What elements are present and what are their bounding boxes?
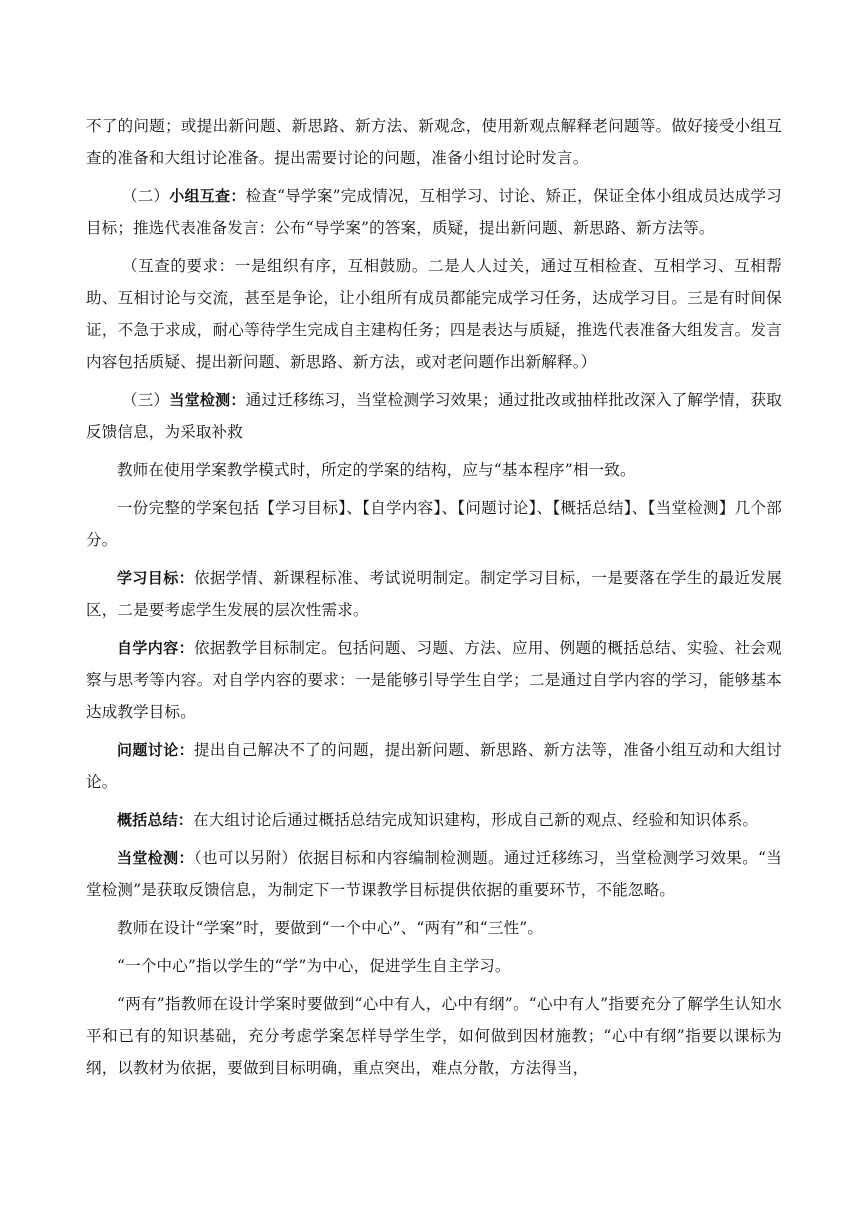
paragraph-learning-goals [86, 562, 782, 626]
term-heading: 概括总结： [117, 811, 194, 829]
paragraph-text: 提出自己解决不了的问题，提出新问题、新思路、新方法等，准备小组互动和大组讨论。 [86, 741, 782, 791]
paragraph-text: 检查“导学案”完成情况，互相学习、讨论、矫正，保证全体小组成员达成学习目标；推选代表准备发言：公布“导学案”的答案，质疑，提出新问题、新思路、新方法等。 [86, 187, 782, 237]
paragraph-text: 通过迁移练习，当堂检测学习效果；通过批改或抽样批改深入了解学情，获取反馈信息，为采取补救 [86, 391, 782, 441]
paragraph-text: 在大组讨论后通过概括总结完成知识建构，形成自己新的观点、经验和知识体系。 [193, 811, 759, 829]
paragraph-continuation [86, 110, 782, 174]
paragraph-text: 依据教学目标制定。包括问题、习题、方法、应用、例题的概括总结、实验、社会观察与思考等内容。对自学内容的要求：一是能够引导学生自学；二是通过自学内容的学习，能够基本达成教学目标。 [86, 639, 782, 721]
paragraph-parts [86, 492, 782, 556]
section-number: （二） [122, 187, 170, 205]
paragraph-text: “两有”指教师在设计学案时要做到“心中有人，心中有纲”。“心中有人”指要充分了解学生认知水平和已有的知识基础，充分考虑学案怎样导学生学，如何做到因材施教；“心中有纲”指要以课标为纲，以教材为依据，要做到目标明确，重点突出，难点分散，方法得当， [86, 995, 782, 1077]
paragraph-group-check [86, 180, 782, 244]
paragraph-text: 教师在设计“学案”时，要做到“一个中心”、“两有”和“三性”。 [117, 919, 544, 937]
paragraph-check-requirements [86, 250, 782, 378]
paragraph-text: “一个中心”指以学生的“学”为中心，促进学生自主学习。 [117, 957, 511, 975]
section-heading: 小组互查： [169, 187, 246, 205]
section-number: （三） [122, 391, 170, 409]
paragraph-text: 依据学情、新课程标准、考试说明制定。制定学习目标，一是要落在学生的最近发展区，二是要考虑学生发展的层次性需求。 [86, 569, 782, 619]
paragraph-text: （互查的要求：一是组织有序，互相鼓励。二是人人过关，通过互相检查、互相学习、互相帮助、互相讨论与交流，甚至是争论，让小组所有成员都能完成学习任务，达成学习目。三是有时间保证，不急于求成，耐心等待学生完成自主建构任务；四是表达与质疑，推选代表准备大组发言。发言内容包括质疑、提出新问题、新思路、新方法，或对老问题作出新解释。） [86, 257, 782, 371]
term-heading: 学习目标： [117, 569, 194, 587]
term-heading: 自学内容： [117, 639, 194, 657]
paragraph-text: 教师在使用学案教学模式时，所定的学案的结构，应与“基本程序”相一致。 [117, 461, 636, 479]
paragraph-text: 一份完整的学案包括【学习目标】、【自学内容】、【问题讨论】、【概括总结】、【当堂检测】几个部分。 [86, 499, 782, 549]
section-heading: 当堂检测： [169, 391, 246, 409]
paragraph-self-study [86, 632, 782, 728]
paragraph-text: 不了的问题；或提出新问题、新思路、新方法、新观念，使用新观点解释老问题等。做好接受小组互查的准备和大组讨论准备。提出需要讨论的问题，准备小组讨论时发言。 [86, 117, 782, 167]
paragraph-class-test [86, 384, 782, 448]
paragraph-structure [86, 454, 782, 486]
paragraph-in-class-test [86, 842, 782, 906]
paragraph-summary [86, 804, 782, 836]
paragraph-two-haves [86, 988, 782, 1084]
paragraph-one-center [86, 950, 782, 982]
paragraph-design [86, 912, 782, 944]
term-heading: 问题讨论： [117, 741, 194, 759]
document-page [86, 110, 782, 1090]
paragraph-discussion [86, 734, 782, 798]
term-heading: 当堂检测： [117, 849, 194, 867]
paragraph-text: （也可以另附）依据目标和内容编制检测题。通过迁移练习，当堂检测学习效果。“当堂检测”是获取反馈信息，为制定下一节课教学目标提供依据的重要环节，不能忽略。 [86, 849, 782, 899]
